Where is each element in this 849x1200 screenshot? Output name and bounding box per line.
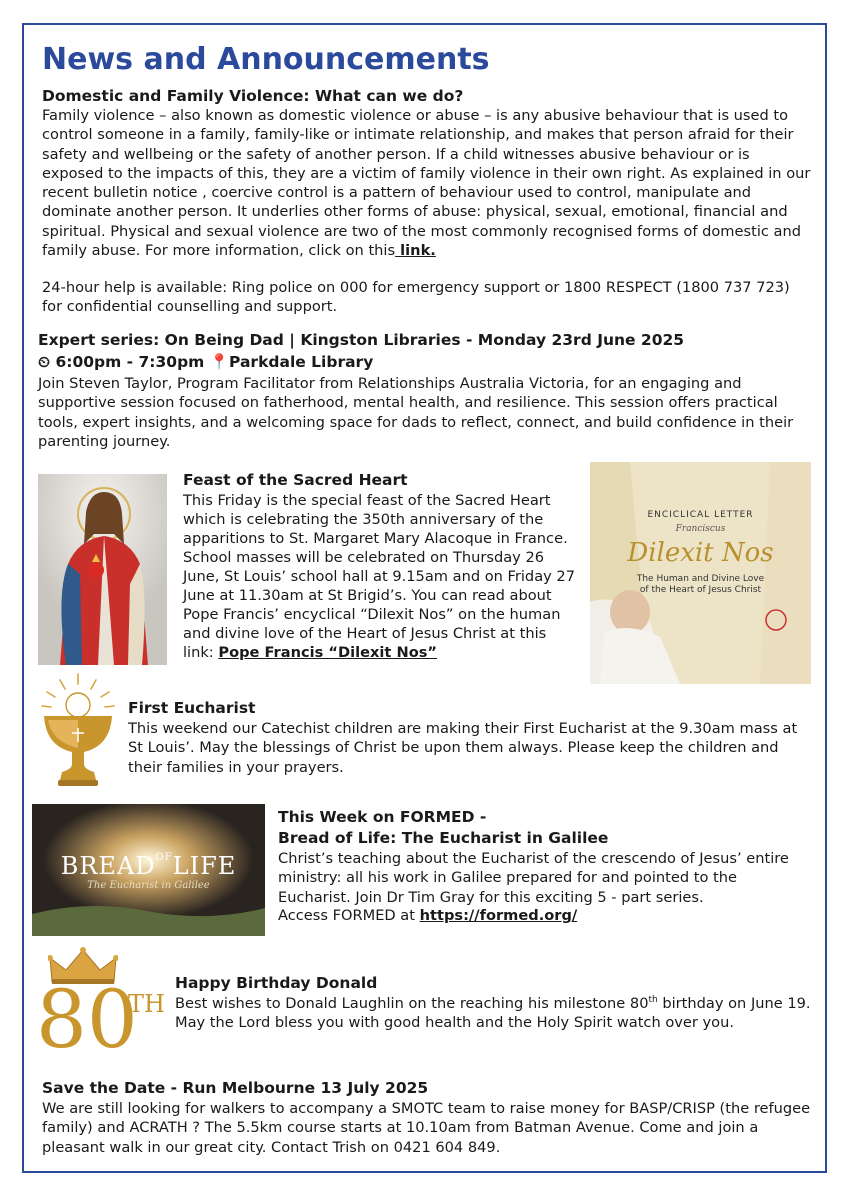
birthday-80-badge [36,946,166,1068]
bread-title [32,852,265,880]
bread-subtitle: The Eucharist in Galilee [87,880,210,891]
dilexit-nos-image [590,462,811,684]
formed-access [278,906,813,925]
dfv-body-text: Family violence – also known as domestic violence or abuse – is any abusive behaviour that is used to control someone in a family, family-like or intimate relationship, and makes that person afraid for their safety and wellbeing or the safety of another person. If a child witnesses abusive behaviour or is exposed to the impacts of this, they are a victim of family violence in their own right. As explained in our recent bulletin notice , coercive control is a pattern of behaviour used to control, manipulate and dominate another person. It underlies other forms of abuse: physical, sexual, emotional, financial and spiritual. Physical and sexual violence are two of the most commonly recognised forms of domestic and family abuse. For more information, click on this [42,107,811,260]
eucharist-heading: First Eucharist [128,699,256,717]
dfv-link[interactable]: link. [395,242,436,260]
formed-heading-1: This Week on FORMED - [278,808,487,826]
birthday-body [175,994,815,1033]
clock-icon: ⏲ [38,353,51,371]
dilexit-line5: of the Heart of Jesus Christ [639,585,762,595]
dfv-heading: Domestic and Family Violence: What can we do? [42,87,464,105]
of-word: OF [155,852,173,863]
dilexit-nos-link[interactable]: Pope Francis “Dilexit Nos” [218,644,438,661]
formed-heading-2: Bread of Life: The Eucharist in Galilee [278,829,609,847]
dad-heading: Expert series: On Being Dad | Kingston Libraries - Monday 23rd June 2025 [38,331,685,349]
birthday-sup: th [648,995,658,1006]
sacred-heart-image [38,474,167,665]
life-word: LIFE [172,852,237,880]
formed-access-text: Access FORMED at [278,907,420,924]
birthday-body-pre: Best wishes to Donald Laughlin on the reaching his milestone 80 [175,995,649,1012]
sacred-body [183,491,575,662]
dilexit-line2: Franciscus [675,524,726,534]
bread-word: BREAD [60,852,156,880]
dilexit-line1: ENCICLICAL LETTER [647,510,754,520]
birthday-body-post: birthday on June 19. May the Lord bless you with good health and the Holy Spirit watch over you. [175,995,811,1032]
run-body: We are still looking for walkers to accompany a SMOTC team to raise money for BASP/CRISP (the refugee family) and ACRATH ? The 5.5km course starts at 10.10am from Batman Avenue. Come and join a pleasant walk in our great city. Contact Trish on 0421 604 849. [42,1100,811,1156]
dilexit-line4: The Human and Divine Love [636,574,765,584]
formed-body: Christ’s teaching about the Eucharist of the crescendo of Jesus’ entire ministry: all his work in Galilee prepared for and pointed to the Eucharist. Join Dr Tim Gray for this exciting 5 - part series. [278,850,789,906]
dad-location: Parkdale Library [229,353,374,371]
eucharist-body: This weekend our Catechist children are making their First Eucharist at the 9.30am mass at St Louis’. May the blessings of Christ be upon them always. Please keep the children and their families in your prayers. [128,720,798,776]
sacred-body-text: This Friday is the special feast of the Sacred Heart which is celebrating the 350th anniversary of the apparitions to St. Margaret Mary Alacoque in France. School masses will be celebrated on Thursday 26 June, St Louis’ school hall at 9.15am and on Friday 27 June at 11.30am at St Brigid’s. You can read about Pope Francis’ encyclical “Dilexit Nos” on the human and divine love of the Heart of Jesus Christ at this link: [183,492,575,661]
page-title: News and Announcements [42,42,490,77]
dad-body: Join Steven Taylor, Program Facilitator from Relationships Australia Victoria, for an engaging and supportive session focused on fatherhood, mental health, and resilience. This session offers practical tools, expert insights, and a welcoming space for dads to reflect, connect, and build confidence in their parenting journey. [38,375,794,450]
formed-link[interactable]: https://formed.org/ [419,907,578,924]
badge-number: 80 [36,973,138,1066]
dfv-help: 24-hour help is available: Ring police on 000 for emergency support or 1800 RESPECT (1800 737 723) for confidential counselling and support. [42,279,790,316]
dilexit-line3: Dilexit Nos [627,538,774,568]
dad-time: 6:00pm - 7:30pm [50,353,210,371]
chalice-icon [38,672,118,790]
birthday-heading: Happy Birthday Donald [175,974,378,992]
sacred-heading: Feast of the Sacred Heart [183,471,408,489]
bread-of-life-image [32,804,265,936]
location-pin-icon: 📍 [209,353,230,371]
badge-suffix: TH [128,990,165,1018]
run-heading: Save the Date - Run Melbourne 13 July 2025 [42,1079,429,1097]
dfv-body [42,106,812,260]
dad-time-line [38,353,373,372]
